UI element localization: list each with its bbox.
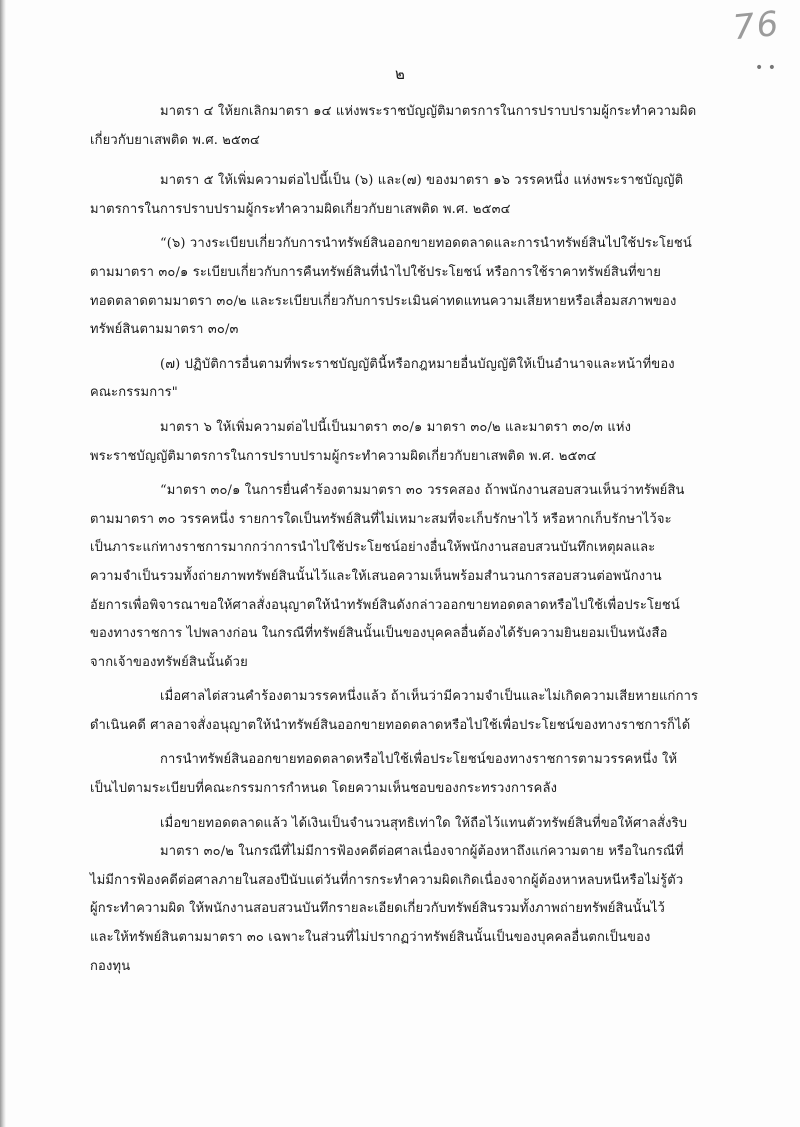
text-line: มาตรา ๖ ให้เพิ่มความต่อไปนี้เป็นมาตรา ๓๐/๑ มาตรา ๓๐/๒ และมาตรา ๓๐/๓ แห่ง — [160, 419, 632, 435]
text-line: “มาตรา ๓๐/๑ ในการยื่นคำร้องตามมาตรา ๓๐ วรรคสอง ถ้าพนักงานสอบสวนเห็นว่าทรัพย์สิน — [160, 483, 685, 499]
text-line: ความจำเป็นรวมทั้งถ่ายภาพทรัพย์สินนั้นไว้และให้เสนอความเห็นพร้อมสำนวนการสอบสวนต่อพนักงาน — [90, 568, 662, 584]
text-line: ทอดตลาดตามมาตรา ๓๐/๒ และระเบียบเกี่ยวกับการประเมินค่าทดแทนความเสียหายหรือเสื่อมสภาพของ — [90, 293, 677, 309]
text-line: ผู้กระทำความผิด ให้พนักงานสอบสวนบันทึกรายละเอียดเกี่ยวกับทรัพย์สินรวมทั้งภาพถ่ายทรัพย์สินนั้นไว้ — [90, 901, 665, 917]
text-line: คณะกรรมการ" — [90, 385, 178, 401]
text-line: เมื่อขายทอดตลาดแล้ว ได้เงินเป็นจำนวนสุทธิเท่าใด ให้ถือไว้แทนตัวทรัพย์สินที่ขอให้ศาลสั่งริบ — [160, 815, 688, 831]
text-line: เมื่อศาลไต่สวนคำร้องตามวรรคหนึ่งแล้ว ถ้าเห็นว่ามีความจำเป็นและไม่เกิดความเสียหายแก่การ — [160, 689, 699, 705]
page-number: ๒ — [395, 65, 405, 83]
text-line: อัยการเพื่อพิจารณาขอให้ศาลสั่งอนุญาตให้นำทรัพย์สินดังกล่าวออกขายทอดตลาดหรือไปใช้เพื่อประโยชน์ — [90, 597, 680, 613]
text-line: มาตรา ๓๐/๒ ในกรณีที่ไม่มีการฟ้องคดีต่อศาลเนื่องจากผู้ต้องหาถึงแก่ความตาย หรือในกรณีที่ — [160, 844, 684, 860]
text-line: การนำทรัพย์สินออกขายทอดตลาดหรือไปใช้เพื่อประโยชน์ของทางราชการตามวรรคหนึ่ง ให้ — [160, 752, 678, 768]
paragraph-item-7 — [90, 351, 712, 408]
paragraph-section-30-1 — [90, 477, 712, 677]
text-line: และให้ทรัพย์สินตามมาตรา ๓๐ เฉพาะในส่วนที่ไม่ปรากฏว่าทรัพย์สินนั้นเป็นของบุคคลอื่นตกเป็นของ — [90, 930, 651, 946]
paragraph-section-4 — [90, 98, 712, 155]
paragraph-section-5 — [90, 167, 712, 224]
text-line: พระราชบัญญัติมาตรการในการปราบปรามผู้กระทำความผิดเกี่ยวกับยาเสพติด พ.ศ. ๒๕๓๔ — [90, 448, 597, 464]
text-line: (๗) ปฏิบัติการอื่นตามที่พระราชบัญญัตินี้หรือกฎหมายอื่นบัญญัติให้เป็นอำนาจและหน้าที่ของ — [160, 356, 675, 372]
paragraph-auction-proceeds — [90, 810, 712, 839]
scan-speck-marks: • • — [755, 60, 776, 76]
paragraph-section-6 — [90, 414, 712, 471]
paragraph-item-6 — [90, 230, 712, 344]
document-body — [90, 98, 712, 981]
paragraph-court-hearing — [90, 683, 712, 740]
text-line: ของทางราชการ ไปพลางก่อน ในกรณีที่ทรัพย์สินนั้นเป็นของบุคคลอื่นต้องได้รับความยินยอมเป็นหนังสือ — [90, 626, 668, 642]
text-line: เป็นภาระแก่ทางราชการมากกว่าการนำไปใช้ประโยชน์อย่างอื่นให้พนักงานสอบสวนบันทึกเหตุผลและ — [90, 540, 656, 556]
text-line: ทรัพย์สินตามมาตรา ๓๐/๓ — [90, 322, 239, 338]
text-line: ตามมาตรา ๓๐ วรรคหนึ่ง รายการใดเป็นทรัพย์สินที่ไม่เหมาะสมที่จะเก็บรักษาไว้ หรือหากเก็บรักษาไว้จะ — [90, 511, 672, 527]
text-line: เกี่ยวกับยาเสพติด พ.ศ. ๒๕๓๔ — [90, 132, 261, 148]
text-line: ไม่มีการฟ้องคดีต่อศาลภายในสองปีนับแต่วันที่การกระทำความผิดเกิดเนื่องจากผู้ต้องหาหลบหนีหรือไม่รู้ตัว — [90, 872, 684, 888]
text-line: มาตรา ๔ ให้ยกเลิกมาตรา ๑๔ แห่งพระราชบัญญัติมาตรการในการปราบปรามผู้กระทำความผิด — [160, 104, 697, 119]
text-line: ดำเนินคดี ศาลอาจสั่งอนุญาตให้นำทรัพย์สินออกขายทอดตลาดหรือไปใช้เพื่อประโยชน์ของทางราชการก็ได้ — [90, 717, 691, 733]
text-line: จากเจ้าของทรัพย์สินนั้นด้วย — [90, 654, 248, 670]
paragraph-section-30-2 — [90, 838, 712, 981]
text-line: มาตรา ๕ ให้เพิ่มความต่อไปนี้เป็น (๖) และ(๗) ของมาตรา ๑๖ วรรคหนึ่ง แห่งพระราชบัญญัติ — [160, 173, 684, 189]
text-line: เป็นไปตามระเบียบที่คณะกรรมการกำหนด โดยความเห็นชอบของกระทรวงการคลัง — [90, 781, 558, 797]
text-line: มาตรการในการปราบปรามผู้กระทำความผิดเกี่ยวกับยาเสพติด พ.ศ. ๒๕๓๔ — [90, 201, 511, 217]
text-line: “(๖) วางระเบียบเกี่ยวกับการนำทรัพย์สินออกขายทอดตลาดและการนำทรัพย์สินไปใช้ประโยชน์ — [160, 236, 692, 252]
paragraph-regulation — [90, 746, 712, 803]
text-line: ตามมาตรา ๓๐/๑ ระเบียบเกี่ยวกับการคืนทรัพย์สินที่นำไปใช้ประโยชน์ หรือการใช้ราคาทรัพย์สินที่ขาย — [90, 264, 662, 280]
text-line: กองทุน — [90, 958, 131, 974]
handwritten-page-mark: 76 — [730, 3, 782, 49]
scan-edge-shadow — [0, 0, 6, 1127]
